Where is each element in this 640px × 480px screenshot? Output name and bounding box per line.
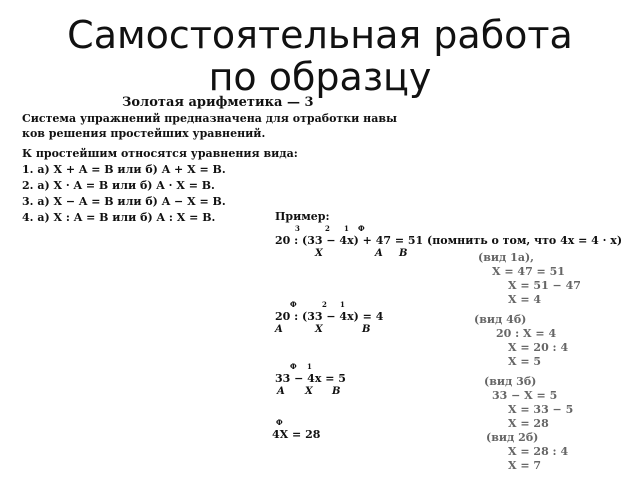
ex3-mark: 1 bbox=[307, 362, 312, 371]
solution-line: X = 28 : 4 bbox=[508, 445, 569, 458]
solution-line: X = 20 : 4 bbox=[508, 341, 569, 354]
solution-line: X = 5 bbox=[508, 355, 542, 368]
scan-heading: Золотая арифметика — 3 bbox=[122, 95, 314, 110]
ex2-mark: Ф bbox=[290, 300, 297, 309]
ex3-mark: Ф bbox=[290, 362, 297, 371]
ex2-mark: 2 bbox=[322, 300, 327, 309]
example-equation-3: 33 − 4x = 5 bbox=[275, 372, 346, 385]
equation-type-2: 2. а) X · A = B или б) A · X = B. bbox=[22, 179, 215, 192]
equation-type-1: 1. а) X + A = B или б) A + X = B. bbox=[22, 163, 226, 176]
ex1-label: B bbox=[399, 248, 408, 259]
ex1-label: A bbox=[375, 248, 383, 259]
intro-line-2: ков решения простейших уравнений. bbox=[22, 127, 266, 140]
ex3-label: A bbox=[277, 386, 285, 397]
ex3-label: B bbox=[332, 386, 341, 397]
solution-line: 33 − X = 5 bbox=[492, 389, 558, 402]
solution-line: X = 47 = 51 bbox=[492, 265, 565, 278]
ex2-label: B bbox=[362, 324, 371, 335]
ex1-label: X bbox=[315, 248, 323, 259]
example-equation-4: 4X = 28 bbox=[272, 428, 321, 441]
ex1-mark: 3 bbox=[295, 224, 300, 233]
ex2-label: A bbox=[275, 324, 283, 335]
ex2-mark: 1 bbox=[340, 300, 345, 309]
solution-line: (вид 3б) bbox=[484, 375, 537, 388]
intro-line-1: Система упражнений предназначена для отработки навы bbox=[22, 112, 397, 125]
ex3-label: X bbox=[305, 386, 313, 397]
slide-title-line1: Самостоятельная работа bbox=[67, 13, 573, 57]
solution-line: (вид 1а), bbox=[478, 251, 534, 264]
equation-type-4: 4. а) X : A = B или б) A : X = B. bbox=[22, 211, 216, 224]
ex1-mark: Ф bbox=[358, 224, 365, 233]
ex2-label: X bbox=[315, 324, 323, 335]
example-equation-1: 20 : (33 − 4x) + 47 = 51 (помнить о том, что 4x = 4 · x) bbox=[275, 234, 623, 247]
solution-line: X = 51 − 47 bbox=[508, 279, 581, 292]
solution-line: (вид 2б) bbox=[486, 431, 539, 444]
ex1-mark: 2 bbox=[325, 224, 330, 233]
example-equation-2: 20 : (33 − 4x) = 4 bbox=[275, 310, 384, 323]
intro-line-3: К простейшим относятся уравнения вида: bbox=[22, 147, 298, 160]
solution-line: 20 : X = 4 bbox=[496, 327, 557, 340]
ex1-mark: 1 bbox=[344, 224, 349, 233]
solution-line: X = 33 − 5 bbox=[508, 403, 574, 416]
solution-line: X = 28 bbox=[508, 417, 549, 430]
example-label: Пример: bbox=[275, 210, 330, 223]
solution-line: X = 7 bbox=[508, 459, 542, 472]
solution-line: (вид 4б) bbox=[474, 313, 527, 326]
ex4-mark: Ф bbox=[276, 418, 283, 427]
slide-title-line2: по образцу bbox=[208, 55, 432, 99]
solution-line: X = 4 bbox=[508, 293, 542, 306]
equation-type-3: 3. а) X − A = B или б) A − X = B. bbox=[22, 195, 226, 208]
